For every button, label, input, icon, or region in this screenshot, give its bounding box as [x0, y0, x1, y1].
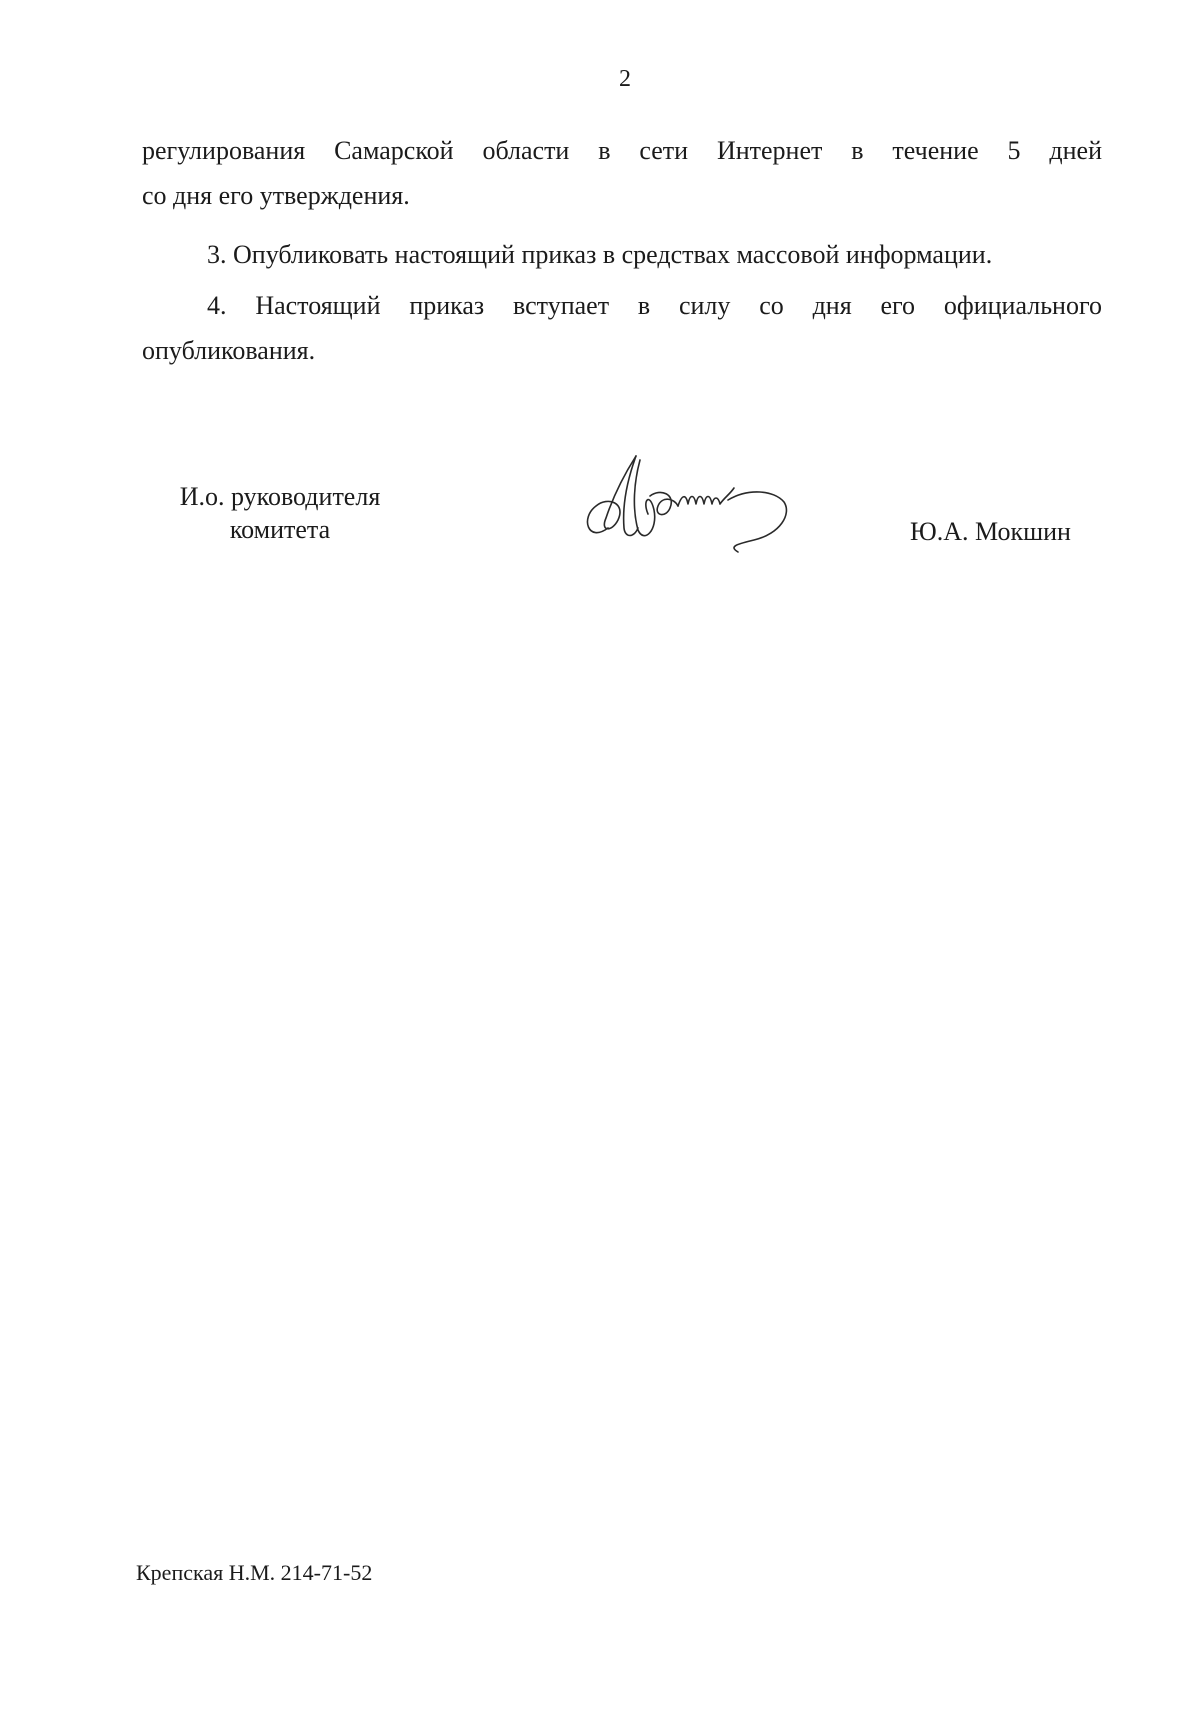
signatory-name: Ю.А. Мокшин	[910, 517, 1071, 546]
handwritten-signature-icon	[578, 448, 808, 563]
paragraph-continuation	[142, 128, 1102, 218]
paragraph-item-3	[142, 232, 1102, 277]
paragraph-line: 4. Настоящий приказ вступает в силу со дня его официального	[207, 291, 1102, 320]
signatory-title-line: комитета	[229, 515, 331, 544]
paragraph-item-4	[142, 283, 1102, 373]
paragraph-line: 3. Опубликовать настоящий приказ в средствах массовой информации.	[207, 240, 993, 269]
signatory-title	[160, 480, 400, 546]
paragraph-line: регулирования Самарской области в сети Интернет в течение 5 дней	[142, 136, 1102, 165]
executor-contact: Крепская Н.М. 214-71-52	[136, 1560, 373, 1585]
signatory-title-line: И.о. руководителя	[179, 482, 381, 511]
paragraph-line: опубликования.	[142, 336, 316, 365]
page-number: 2	[619, 66, 631, 92]
paragraph-line: со дня его утверждения.	[142, 181, 410, 210]
